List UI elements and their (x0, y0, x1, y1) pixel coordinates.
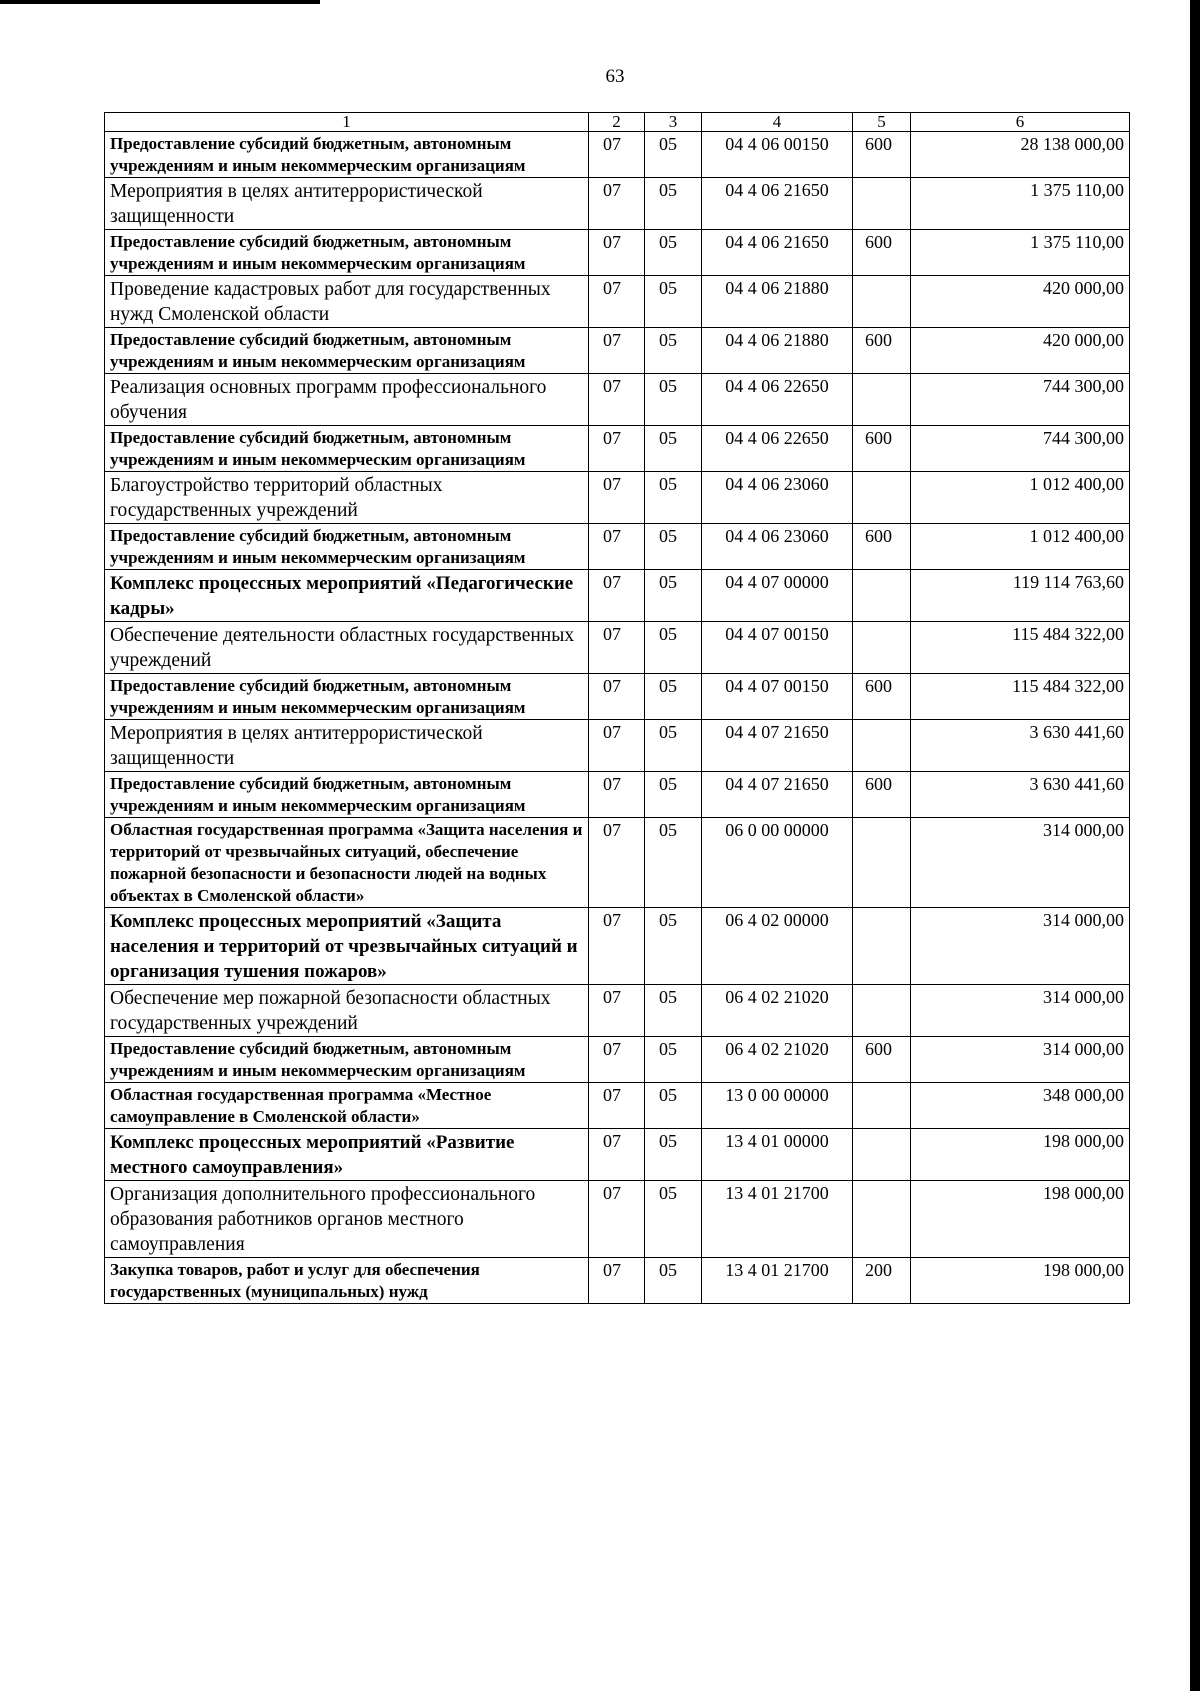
row-expense-type: 600 (853, 426, 911, 472)
row-name: Областная государственная программа «Защита населения и территорий от чрезвычайных ситуаций, обеспечение пожарной безопасности и безопасности людей на водных объектах в Смоленской области» (105, 818, 589, 908)
table-row (105, 1083, 1130, 1129)
row-subsection: 05 (645, 622, 702, 674)
row-section: 07 (589, 524, 645, 570)
row-expense-type (853, 720, 911, 772)
row-amount: 314 000,00 (911, 1037, 1130, 1083)
row-section: 07 (589, 908, 645, 985)
row-expense-type: 600 (853, 132, 911, 178)
row-subsection: 05 (645, 132, 702, 178)
row-amount: 744 300,00 (911, 374, 1130, 426)
row-section: 07 (589, 276, 645, 328)
row-subsection: 05 (645, 570, 702, 622)
row-name: Предоставление субсидий бюджетным, автономным учреждениям и иным некоммерческим организациям (105, 328, 589, 374)
table-row (105, 524, 1130, 570)
table-body (105, 113, 1130, 1304)
row-expense-type: 600 (853, 524, 911, 570)
row-subsection: 05 (645, 1258, 702, 1304)
row-amount: 420 000,00 (911, 276, 1130, 328)
row-subsection: 05 (645, 1037, 702, 1083)
row-target-code: 04 4 07 21650 (702, 772, 853, 818)
row-amount: 744 300,00 (911, 426, 1130, 472)
row-amount: 1 375 110,00 (911, 178, 1130, 230)
row-expense-type: 600 (853, 1037, 911, 1083)
table-row (105, 985, 1130, 1037)
row-amount: 198 000,00 (911, 1258, 1130, 1304)
column-header: 1 (105, 113, 589, 132)
row-target-code: 04 4 07 21650 (702, 720, 853, 772)
row-section: 07 (589, 178, 645, 230)
row-subsection: 05 (645, 328, 702, 374)
page-number: 63 (605, 66, 625, 87)
row-amount: 115 484 322,00 (911, 622, 1130, 674)
table-row (105, 1181, 1130, 1258)
row-amount: 115 484 322,00 (911, 674, 1130, 720)
row-section: 07 (589, 720, 645, 772)
row-name: Обеспечение деятельности областных государственных учреждений (105, 622, 589, 674)
table-row (105, 178, 1130, 230)
row-target-code: 04 4 06 21880 (702, 276, 853, 328)
row-target-code: 04 4 06 21880 (702, 328, 853, 374)
row-name: Проведение кадастровых работ для государственных нужд Смоленской области (105, 276, 589, 328)
row-section: 07 (589, 985, 645, 1037)
row-expense-type (853, 178, 911, 230)
row-target-code: 04 4 06 23060 (702, 472, 853, 524)
row-amount: 198 000,00 (911, 1181, 1130, 1258)
row-subsection: 05 (645, 674, 702, 720)
row-section: 07 (589, 818, 645, 908)
table-row (105, 570, 1130, 622)
row-target-code: 13 4 01 21700 (702, 1258, 853, 1304)
row-subsection: 05 (645, 1181, 702, 1258)
row-name: Организация дополнительного профессионального образования работников органов местного самоуправления (105, 1181, 589, 1258)
row-subsection: 05 (645, 772, 702, 818)
row-section: 07 (589, 1083, 645, 1129)
row-name: Предоставление субсидий бюджетным, автономным учреждениям и иным некоммерческим организациям (105, 1037, 589, 1083)
row-name: Обеспечение мер пожарной безопасности областных государственных учреждений (105, 985, 589, 1037)
row-target-code: 04 4 06 23060 (702, 524, 853, 570)
row-subsection: 05 (645, 908, 702, 985)
column-header: 6 (911, 113, 1130, 132)
row-amount: 119 114 763,60 (911, 570, 1130, 622)
column-header: 5 (853, 113, 911, 132)
row-expense-type (853, 374, 911, 426)
row-section: 07 (589, 472, 645, 524)
table-row (105, 276, 1130, 328)
row-section: 07 (589, 1037, 645, 1083)
row-expense-type (853, 818, 911, 908)
table-row (105, 472, 1130, 524)
row-expense-type (853, 570, 911, 622)
row-amount: 1 375 110,00 (911, 230, 1130, 276)
header-row (105, 113, 1130, 132)
row-name: Комплекс процессных мероприятий «Педагогические кадры» (105, 570, 589, 622)
row-section: 07 (589, 1181, 645, 1258)
row-subsection: 05 (645, 276, 702, 328)
table-row (105, 908, 1130, 985)
row-expense-type: 600 (853, 328, 911, 374)
row-section: 07 (589, 1258, 645, 1304)
table-row (105, 622, 1130, 674)
row-section: 07 (589, 622, 645, 674)
row-subsection: 05 (645, 230, 702, 276)
row-amount: 420 000,00 (911, 328, 1130, 374)
row-name: Областная государственная программа «Местное самоуправление в Смоленской области» (105, 1083, 589, 1129)
row-expense-type: 600 (853, 230, 911, 276)
row-name: Предоставление субсидий бюджетным, автономным учреждениям и иным некоммерческим организациям (105, 132, 589, 178)
table-row (105, 674, 1130, 720)
table-row (105, 230, 1130, 276)
table-row (105, 772, 1130, 818)
row-name: Предоставление субсидий бюджетным, автономным учреждениям и иным некоммерческим организациям (105, 772, 589, 818)
table-row (105, 818, 1130, 908)
row-amount: 314 000,00 (911, 908, 1130, 985)
row-expense-type (853, 1129, 911, 1181)
row-expense-type: 600 (853, 674, 911, 720)
row-subsection: 05 (645, 985, 702, 1037)
row-expense-type: 600 (853, 772, 911, 818)
row-expense-type: 200 (853, 1258, 911, 1304)
row-expense-type (853, 1083, 911, 1129)
row-target-code: 13 0 00 00000 (702, 1083, 853, 1129)
row-expense-type (853, 985, 911, 1037)
row-target-code: 06 4 02 21020 (702, 985, 853, 1037)
row-amount: 314 000,00 (911, 818, 1130, 908)
row-section: 07 (589, 132, 645, 178)
row-name: Мероприятия в целях антитеррористической защищенности (105, 720, 589, 772)
row-name: Реализация основных программ профессионального обучения (105, 374, 589, 426)
row-amount: 1 012 400,00 (911, 524, 1130, 570)
row-target-code: 04 4 06 21650 (702, 230, 853, 276)
row-expense-type (853, 908, 911, 985)
row-target-code: 06 4 02 21020 (702, 1037, 853, 1083)
column-header: 2 (589, 113, 645, 132)
row-section: 07 (589, 772, 645, 818)
row-section: 07 (589, 328, 645, 374)
row-name: Мероприятия в целях антитеррористической защищенности (105, 178, 589, 230)
row-target-code: 04 4 07 00000 (702, 570, 853, 622)
row-subsection: 05 (645, 178, 702, 230)
row-amount: 348 000,00 (911, 1083, 1130, 1129)
row-name: Предоставление субсидий бюджетным, автономным учреждениям и иным некоммерческим организациям (105, 230, 589, 276)
column-header: 4 (702, 113, 853, 132)
row-subsection: 05 (645, 524, 702, 570)
row-target-code: 04 4 06 21650 (702, 178, 853, 230)
row-target-code: 13 4 01 21700 (702, 1181, 853, 1258)
row-subsection: 05 (645, 720, 702, 772)
table-row (105, 1258, 1130, 1304)
column-header: 3 (645, 113, 702, 132)
row-amount: 3 630 441,60 (911, 772, 1130, 818)
row-amount: 1 012 400,00 (911, 472, 1130, 524)
row-target-code: 13 4 01 00000 (702, 1129, 853, 1181)
row-name: Закупка товаров, работ и услуг для обеспечения государственных (муниципальных) нужд (105, 1258, 589, 1304)
row-subsection: 05 (645, 374, 702, 426)
table-row (105, 374, 1130, 426)
row-target-code: 04 4 06 22650 (702, 374, 853, 426)
row-expense-type (853, 276, 911, 328)
row-name: Комплекс процессных мероприятий «Защита населения и территорий от чрезвычайных ситуаций и организация тушения пожаров» (105, 908, 589, 985)
row-section: 07 (589, 230, 645, 276)
row-section: 07 (589, 570, 645, 622)
row-expense-type (853, 1181, 911, 1258)
row-amount: 28 138 000,00 (911, 132, 1130, 178)
row-subsection: 05 (645, 818, 702, 908)
row-section: 07 (589, 426, 645, 472)
row-target-code: 04 4 06 22650 (702, 426, 853, 472)
row-amount: 3 630 441,60 (911, 720, 1130, 772)
table-row (105, 426, 1130, 472)
table-row (105, 720, 1130, 772)
row-name: Комплекс процессных мероприятий «Развитие местного самоуправления» (105, 1129, 589, 1181)
table-row (105, 132, 1130, 178)
row-amount: 314 000,00 (911, 985, 1130, 1037)
row-section: 07 (589, 374, 645, 426)
row-subsection: 05 (645, 1129, 702, 1181)
row-name: Предоставление субсидий бюджетным, автономным учреждениям и иным некоммерческим организациям (105, 674, 589, 720)
table-row (105, 1037, 1130, 1083)
scan-edge (1190, 0, 1200, 1691)
row-name: Благоустройство территорий областных государственных учреждений (105, 472, 589, 524)
row-expense-type (853, 472, 911, 524)
table-row (105, 1129, 1130, 1181)
row-target-code: 06 0 00 00000 (702, 818, 853, 908)
top-rule (0, 0, 320, 4)
row-subsection: 05 (645, 472, 702, 524)
table-row (105, 328, 1130, 374)
row-subsection: 05 (645, 426, 702, 472)
row-subsection: 05 (645, 1083, 702, 1129)
row-amount: 198 000,00 (911, 1129, 1130, 1181)
row-target-code: 06 4 02 00000 (702, 908, 853, 985)
row-section: 07 (589, 674, 645, 720)
budget-table (104, 112, 1130, 1304)
row-target-code: 04 4 07 00150 (702, 674, 853, 720)
row-target-code: 04 4 06 00150 (702, 132, 853, 178)
row-target-code: 04 4 07 00150 (702, 622, 853, 674)
row-name: Предоставление субсидий бюджетным, автономным учреждениям и иным некоммерческим организациям (105, 426, 589, 472)
row-name: Предоставление субсидий бюджетным, автономным учреждениям и иным некоммерческим организациям (105, 524, 589, 570)
row-section: 07 (589, 1129, 645, 1181)
row-expense-type (853, 622, 911, 674)
